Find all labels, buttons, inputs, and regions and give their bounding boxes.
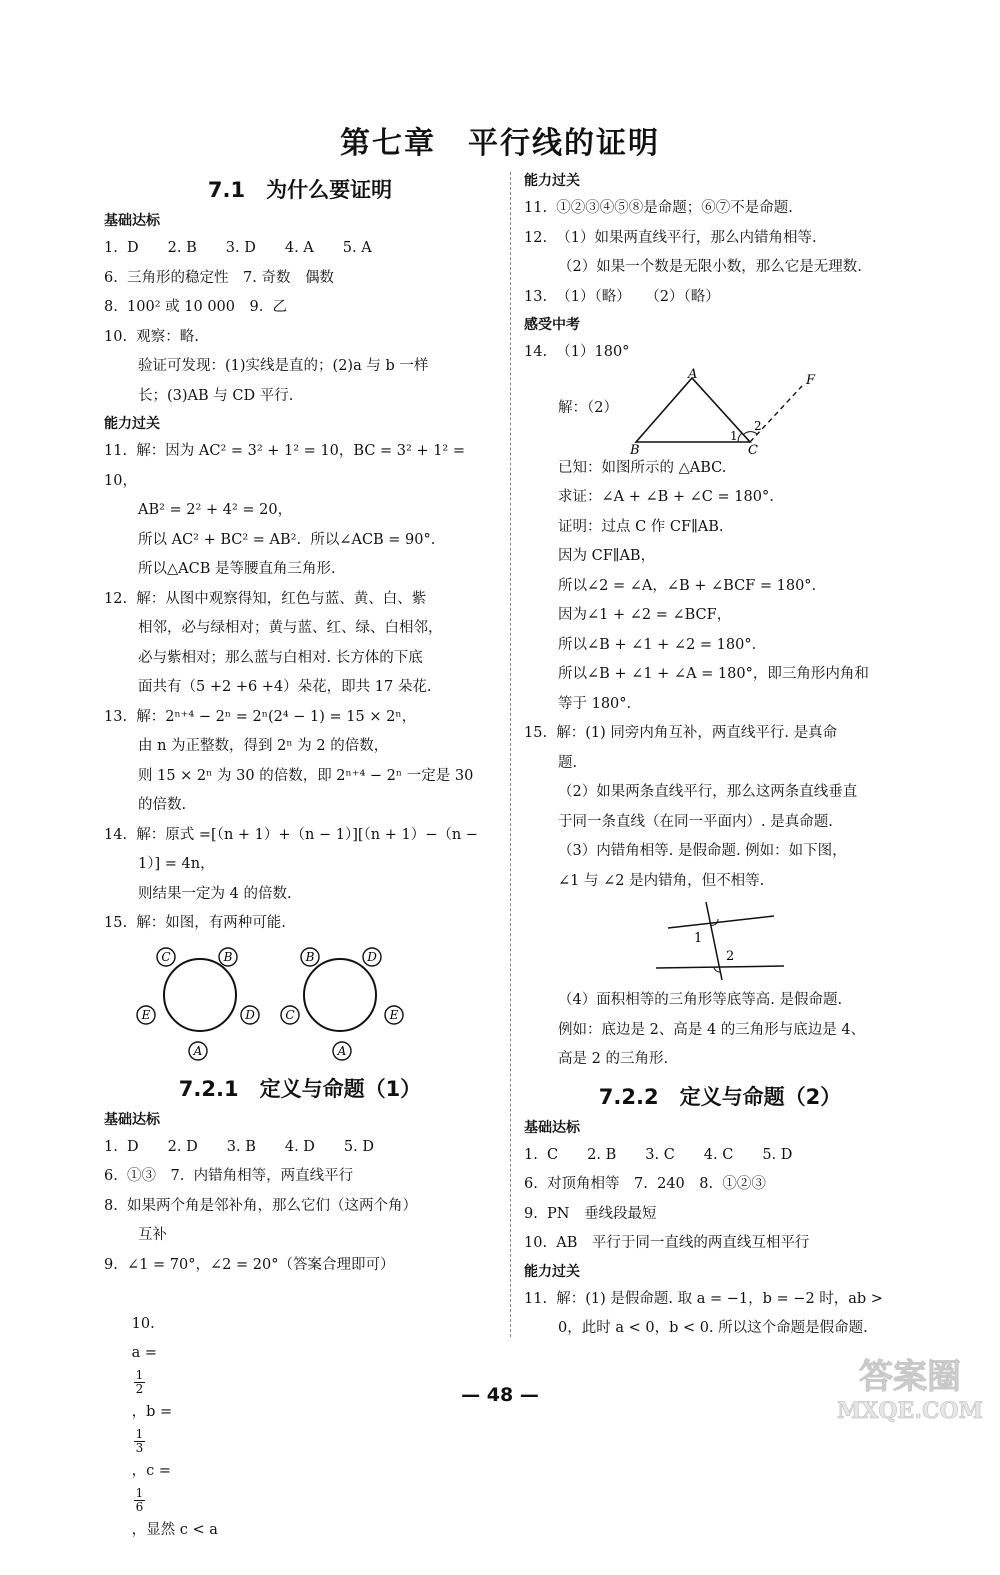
angle-label: 2 bbox=[726, 949, 735, 964]
answer-line: 9. PN 垂线段最短 bbox=[524, 1205, 657, 1222]
column-divider bbox=[510, 172, 511, 1337]
answer-line: ∠1 与 ∠2 是内错角，但不相等. bbox=[558, 872, 765, 889]
answer-line: 13. （1）（略） （2）（略） bbox=[524, 288, 720, 305]
circle-label: A bbox=[337, 1043, 347, 1058]
answer-line: 因为 CF∥AB， bbox=[558, 548, 656, 564]
answer-line: 12. 解：从图中观察得知，红色与蓝、黄、白、紫 bbox=[104, 590, 427, 607]
answer-line: 等于 180°. bbox=[558, 695, 632, 712]
answer-line: 6. ①③ 7. 内错角相等，两直线平行 bbox=[104, 1168, 354, 1184]
point-label: C bbox=[748, 442, 758, 454]
answer-line: 证明：过点 C 作 CF∥AB. bbox=[558, 518, 724, 535]
big-circle-2 bbox=[304, 959, 376, 1031]
answer-line: 所以∠B + ∠1 + ∠A = 180°，即三角形内角和 bbox=[558, 666, 869, 682]
circles-diagram bbox=[104, 939, 496, 1067]
subsection-ability: 能力过关 bbox=[524, 1263, 580, 1280]
answer-line: 1. C 2. B 3. C 4. C 5. D bbox=[524, 1146, 793, 1163]
answer-line: 12. （1）如果两直线平行，那么内错角相等. bbox=[524, 229, 817, 246]
answer-line: 求证：∠A + ∠B + ∠C = 180°. bbox=[558, 489, 774, 505]
fraction: $\frac{1}{3}$ bbox=[135, 1427, 144, 1455]
answer-line: 则 15 × 2ⁿ 为 30 的倍数，即 2ⁿ⁺⁴ − 2ⁿ 一定是 30 bbox=[138, 767, 474, 784]
triangle-diagram bbox=[624, 368, 824, 454]
section-title-7-1: 7.1 为什么要证明 bbox=[207, 178, 393, 202]
big-circle-1 bbox=[164, 959, 236, 1031]
subsection-basic: 基础达标 bbox=[524, 1119, 580, 1136]
angle-label: 1 bbox=[694, 931, 703, 946]
answer-line: （4）面积相等的三角形等底等高. 是假命题. bbox=[558, 992, 843, 1008]
angle-label: 1 bbox=[730, 428, 738, 443]
text: ，显然 c < a bbox=[131, 1522, 218, 1538]
page-number: — 48 — bbox=[461, 1384, 539, 1406]
left-column bbox=[104, 168, 496, 1575]
answer-line: 8. 如果两个角是邻补角，那么它们（这两个角） bbox=[104, 1197, 418, 1214]
point-label: B bbox=[630, 442, 640, 454]
answer-line: 15. 解：(1) 同旁内角互补，两直线平行. 是真命 bbox=[524, 725, 838, 741]
text: a = bbox=[131, 1345, 158, 1361]
answer-line: 1）] = 4n， bbox=[138, 856, 215, 872]
circle-label: D bbox=[245, 1007, 255, 1022]
circle-label: C bbox=[161, 949, 171, 964]
answer-line: 6. 对顶角相等 7. 240 8. ①②③ bbox=[524, 1176, 766, 1192]
answer-line: 的倍数. bbox=[138, 797, 187, 813]
answer-line: 11. 解：(1) 是假命题. 取 a = −1，b = −2 时，ab > bbox=[524, 1290, 883, 1307]
answer-line: 11. 解：因为 AC² = 3² + 1² = 10，BC = 3² + 1² = 10， bbox=[104, 443, 470, 489]
watermark-url: MXQE.COM bbox=[836, 1398, 984, 1424]
fraction: $\frac{1}{6}$ bbox=[135, 1486, 144, 1514]
circle-label: E bbox=[141, 1007, 151, 1022]
answer-line: 14. （1）180° bbox=[524, 344, 630, 360]
answer-line: 由 n 为正整数，得到 2ⁿ 为 2 的倍数， bbox=[138, 738, 389, 754]
right-column bbox=[524, 168, 916, 1344]
circle-label: C bbox=[285, 1007, 295, 1022]
triangle-figure bbox=[524, 368, 916, 454]
answer-line: 已知：如图所示的 △ABC. bbox=[558, 459, 727, 476]
section-title-7-2-1: 7.2.1 定义与命题（1） bbox=[178, 1076, 422, 1101]
answer-line: （2）如果两条直线平行，那么这两条直线垂直 bbox=[558, 784, 858, 800]
answer-line: 验证可发现：(1)实线是直的；(2)a 与 b 一样 bbox=[138, 358, 429, 374]
text: ，b = bbox=[131, 1404, 173, 1420]
fraction: $\frac{1}{2}$ bbox=[135, 1368, 144, 1396]
answer-line: 所以∠B + ∠1 + ∠2 = 180°. bbox=[558, 636, 757, 653]
chapter-title: 第七章 平行线的证明 bbox=[340, 126, 660, 161]
answer-line: 必与紫相对；那么蓝与白相对. 长方体的下底 bbox=[138, 649, 423, 666]
answer-line: （2）如果一个数是无限小数，那么它是无理数. bbox=[558, 259, 862, 275]
answer-line: 8. 100² 或 10 000 9. 乙 bbox=[104, 299, 288, 315]
answer-line-fractions bbox=[104, 1280, 496, 1575]
answer-line: 所以△ACB 是等腰直角三角形. bbox=[138, 561, 336, 577]
answer-line: 1. D 2. D 3. B 4. D 5. D bbox=[104, 1138, 374, 1155]
circle-label: E bbox=[389, 1007, 399, 1022]
watermark-logo bbox=[825, 1348, 995, 1426]
answer-line: 于同一条直线（在同一平面内）. 是真命题. bbox=[558, 813, 833, 830]
watermark-text: 答案圈 bbox=[859, 1357, 961, 1397]
subsection-ability: 能力过关 bbox=[524, 173, 580, 189]
answer-line: 15. 解：如图，有两种可能. bbox=[104, 915, 286, 931]
answer-line: 因为∠1 + ∠2 = ∠BCF， bbox=[558, 607, 732, 623]
answer-line: 9. ∠1 = 70°，∠2 = 20°（答案合理即可） bbox=[104, 1256, 395, 1273]
answer-line: 6. 三角形的稳定性 7. 奇数 偶数 bbox=[104, 269, 334, 286]
answer-line: 题. bbox=[558, 754, 578, 771]
answer-line: 所以∠2 = ∠A，∠B + ∠BCF = 180°. bbox=[558, 577, 817, 594]
circles-figure bbox=[104, 939, 496, 1067]
answer-line: 面共有（5 +2 +6 +4）朵花，即共 17 朵花. bbox=[138, 679, 432, 695]
answer-line: 11. ①②③④⑤⑧是命题；⑥⑦不是命题. bbox=[524, 200, 793, 216]
answer-line: 则结果一定为 4 的倍数. bbox=[138, 885, 292, 902]
answer-line: 长；(3)AB 与 CD 平行. bbox=[138, 387, 294, 404]
answer-line: 0，此时 a < 0，b < 0. 所以这个命题是假命题. bbox=[558, 1320, 868, 1336]
circle-label: A bbox=[193, 1043, 203, 1058]
subsection-basic: 基础达标 bbox=[104, 1111, 160, 1128]
lines-diagram bbox=[624, 896, 824, 986]
point-label: A bbox=[688, 367, 698, 382]
point-label: F bbox=[806, 372, 816, 388]
solution-label: 解：（2） bbox=[558, 399, 618, 416]
subsection-basic: 基础达标 bbox=[104, 213, 160, 229]
answer-line: 13. 解：2ⁿ⁺⁴ − 2ⁿ = 2ⁿ(2⁴ − 1) = 15 × 2ⁿ， bbox=[104, 708, 417, 725]
question-number: 10. bbox=[131, 1315, 155, 1332]
answer-line: （3）内错角相等. 是假命题. 例如：如下图， bbox=[558, 843, 847, 859]
lines-figure bbox=[524, 896, 916, 986]
answer-line: 14. 解：原式 =[（n + 1）+（n − 1）][（n + 1）−（n − bbox=[104, 826, 478, 843]
circle-label: D bbox=[367, 949, 377, 964]
answer-line: 高是 2 的三角形. bbox=[558, 1051, 669, 1067]
circle-label: B bbox=[223, 949, 233, 964]
answer-line: 互补 bbox=[138, 1227, 167, 1243]
subsection-exam: 感受中考 bbox=[524, 317, 580, 333]
angle-label: 2 bbox=[754, 418, 762, 433]
answer-line: 10. AB 平行于同一直线的两直线互相平行 bbox=[524, 1235, 810, 1251]
answer-line: AB² = 2² + 4² = 20， bbox=[138, 502, 293, 518]
circle-label: B bbox=[305, 949, 315, 964]
answer-line: 1. D 2. B 3. D 4. A 5. A bbox=[104, 240, 372, 256]
answer-line: 例如：底边是 2、高是 4 的三角形与底边是 4、 bbox=[558, 1021, 866, 1038]
answer-line: 10. 观察：略. bbox=[104, 328, 199, 345]
answer-line: 所以 AC² + BC² = AB². 所以∠ACB = 90°. bbox=[138, 531, 436, 548]
text: ，c = bbox=[131, 1463, 172, 1479]
subsection-ability: 能力过关 bbox=[104, 416, 160, 432]
section-title-7-2-2: 7.2.2 定义与命题（2） bbox=[598, 1084, 842, 1109]
answer-line: 相邻，必与绿相对；黄与蓝、红、绿、白相邻， bbox=[138, 620, 443, 636]
